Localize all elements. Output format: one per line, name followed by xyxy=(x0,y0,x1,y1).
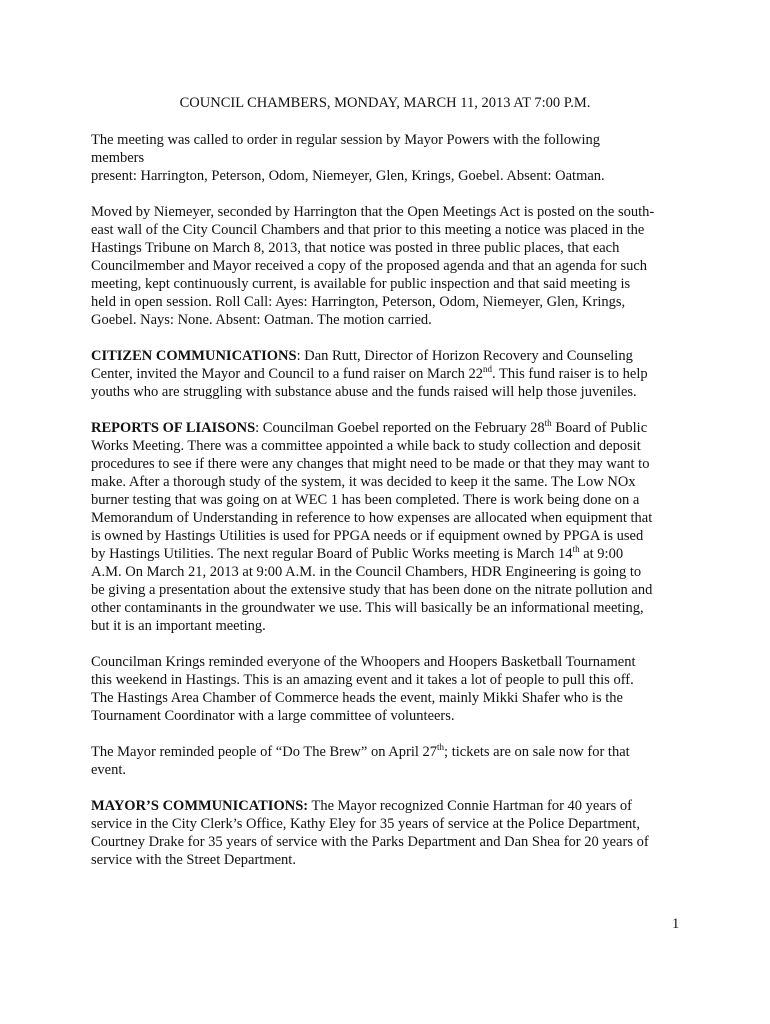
open-meetings-paragraph xyxy=(91,203,687,329)
text-line: burner testing that was going on at WEC 1 has been completed. There is work being done on a xyxy=(91,492,640,508)
text-line: be giving a presentation about the extensive study that has been done on the nitrate pollution and xyxy=(91,582,653,598)
section-label-mayors-communications: MAYOR’S COMMUNICATIONS: xyxy=(91,798,309,814)
text-line: Moved by Niemeyer, seconded by Harrington that the Open Meetings Act is posted on the south- xyxy=(91,204,655,220)
text-line: The Hastings Area Chamber of Commerce heads the event, mainly Mikki Shafer who is the xyxy=(91,690,623,706)
text-line: Hastings Tribune on March 8, 2013, that notice was posted in three public places, that each xyxy=(91,240,620,256)
page-title: COUNCIL CHAMBERS, MONDAY, MARCH 11, 2013 AT 7:00 P.M. xyxy=(179,95,591,111)
section-label-citizen-communications: CITIZEN COMMUNICATIONS xyxy=(91,348,297,364)
text-line xyxy=(91,365,687,383)
text-line xyxy=(91,797,687,815)
text-line: Courtney Drake for 35 years of service with the Parks Department and Dan Shea for 20 years of xyxy=(91,834,649,850)
page-number: 1 xyxy=(672,916,680,932)
text-fragment: Board of Public xyxy=(551,420,648,436)
text-line: members xyxy=(91,150,145,166)
reports-of-liaisons-paragraph xyxy=(91,419,687,635)
text-line: Councilmember and Mayor received a copy of the proposed agenda and that an agenda for such xyxy=(91,258,648,274)
text-line xyxy=(91,347,687,365)
do-the-brew-paragraph xyxy=(91,743,687,779)
text-fragment: The Mayor reminded people of “Do The Brew” on April 27 xyxy=(91,744,438,760)
citizen-communications-paragraph xyxy=(91,347,687,401)
text-line xyxy=(91,419,687,437)
text-fragment: : Councilman Goebel reported on the February 28 xyxy=(255,420,545,436)
text-line: east wall of the City Council Chambers and that prior to this meeting a notice was placed in the xyxy=(91,222,645,238)
text-line: Councilman Krings reminded everyone of the Whoopers and Hoopers Basketball Tournament xyxy=(91,654,636,670)
text-line: is owned by Hastings Utilities is used for PPGA needs or if equipment owned by PPGA is used xyxy=(91,528,644,544)
text-fragment: Center, invited the Mayor and Council to a fund raiser on March 22 xyxy=(91,366,484,382)
ordinal-suffix: th xyxy=(437,742,445,753)
text-line: service with the Street Department. xyxy=(91,852,296,868)
text-line: other contaminants in the groundwater we use. This will basically be an informational meeting, xyxy=(91,600,644,616)
ordinal-suffix: th xyxy=(572,544,580,555)
text-fragment: at 9:00 xyxy=(579,546,624,562)
ordinal-suffix: th xyxy=(544,418,552,429)
krings-paragraph xyxy=(91,653,687,725)
text-fragment: : Dan Rutt, Director of Horizon Recovery and Counseling xyxy=(296,348,633,364)
text-line: held in open session. Roll Call: Ayes: Harrington, Peterson, Odom, Niemeyer, Glen, Krings, xyxy=(91,294,626,310)
text-line: meeting, kept continuously current, is available for public inspection and that said meeting is xyxy=(91,276,631,292)
text-line: Memorandum of Understanding in reference to how expenses are allocated when equipment that xyxy=(91,510,653,526)
text-fragment: ; tickets are on sale now for that xyxy=(444,744,630,760)
text-line: A.M. On March 21, 2013 at 9:00 A.M. in the Council Chambers, HDR Engineering is going to xyxy=(91,564,642,580)
ordinal-suffix: nd xyxy=(483,364,493,375)
text-line xyxy=(91,743,687,761)
document-body xyxy=(91,131,687,887)
text-line: make. After a thorough study of the system, it was decided to keep it the same. The Low NOx xyxy=(91,474,636,490)
text-line: Goebel. Nays: None. Absent: Oatman. The motion carried. xyxy=(91,312,432,328)
text-fragment: by Hastings Utilities. The next regular Board of Public Works meeting is March 14 xyxy=(91,546,573,562)
text-line: present: Harrington, Peterson, Odom, Niemeyer, Glen, Krings, Goebel. Absent: Oatman. xyxy=(91,168,605,184)
text-line: Tournament Coordinator with a large committee of volunteers. xyxy=(91,708,455,724)
text-line: service in the City Clerk’s Office, Kathy Eley for 35 years of service at the Police Department, xyxy=(91,816,640,832)
text-line: Works Meeting. There was a committee appointed a while back to study collection and deposit xyxy=(91,438,641,454)
text-line: procedures to see if there were any changes that might need to be made or that they may want to xyxy=(91,456,650,472)
section-label-reports-of-liaisons: REPORTS OF LIAISONS xyxy=(91,420,256,436)
text-line: The meeting was called to order in regular session by Mayor Powers with the following xyxy=(91,132,600,148)
text-line: this weekend in Hastings. This is an amazing event and it takes a lot of people to pull this off. xyxy=(91,672,634,688)
mayors-communications-paragraph xyxy=(91,797,687,869)
text-line: youths who are struggling with substance abuse and the funds raised will help those juveniles. xyxy=(91,384,637,400)
text-fragment: The Mayor recognized Connie Hartman for 40 years of xyxy=(308,798,632,814)
text-fragment: . This fund raiser is to help xyxy=(492,366,648,382)
text-line: event. xyxy=(91,762,127,778)
text-line xyxy=(91,545,687,563)
call-to-order-paragraph xyxy=(91,131,687,185)
text-line: but it is an important meeting. xyxy=(91,618,266,634)
